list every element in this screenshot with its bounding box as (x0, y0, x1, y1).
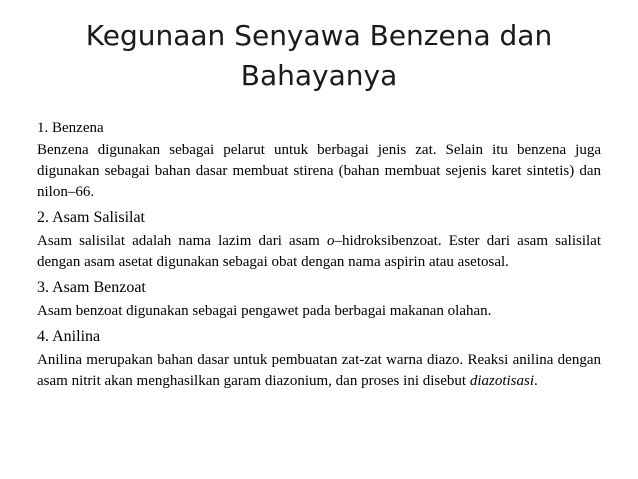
italic-term: o (327, 233, 335, 249)
section-body-anilina (37, 350, 601, 392)
slide-title (40, 16, 598, 96)
body-text: –hidroksibenzoat. Ester dari asam salisilat dengan asam asetat digunakan sebagai obat dengan nama aspirin atau asetosal. (37, 233, 601, 270)
section-body-asam-benzoat: Asam benzoat digunakan sebagai pengawet pada berbagai makanan olahan. (37, 303, 492, 319)
slide-title-line-2: Bahayanya (240, 59, 398, 92)
body-text: Asam salisilat adalah nama lazim dari asam (37, 233, 328, 249)
body-text: . (534, 373, 538, 389)
italic-term: diazotisasi (469, 373, 534, 389)
section-heading-asam-benzoat: 3. Asam Benzoat (37, 279, 146, 296)
body-text: Anilina merupakan bahan dasar untuk pembuatan zat-zat warna diazo. Reaksi anilina dengan asam nitrit akan menghasilkan garam diazonium, dan proses ini disebut (37, 352, 601, 389)
section-body-asam-salisilat (37, 231, 601, 273)
slide-title-line-1: Kegunaan Senyawa Benzena dan (85, 19, 553, 52)
section-heading-anilina: 4. Anilina (37, 328, 101, 345)
slide-content (37, 118, 601, 392)
section-body-benzena: Benzena digunakan sebagai pelarut untuk berbagai jenis zat. Selain itu benzena juga digunakan sebagai bahan dasar membuat stirena (bahan membuat sejenis karet sintetis) dan nilon–66. (37, 142, 601, 200)
section-heading-asam-salisilat: 2. Asam Salisilat (37, 209, 145, 226)
section-heading-benzena: 1. Benzena (37, 120, 104, 136)
